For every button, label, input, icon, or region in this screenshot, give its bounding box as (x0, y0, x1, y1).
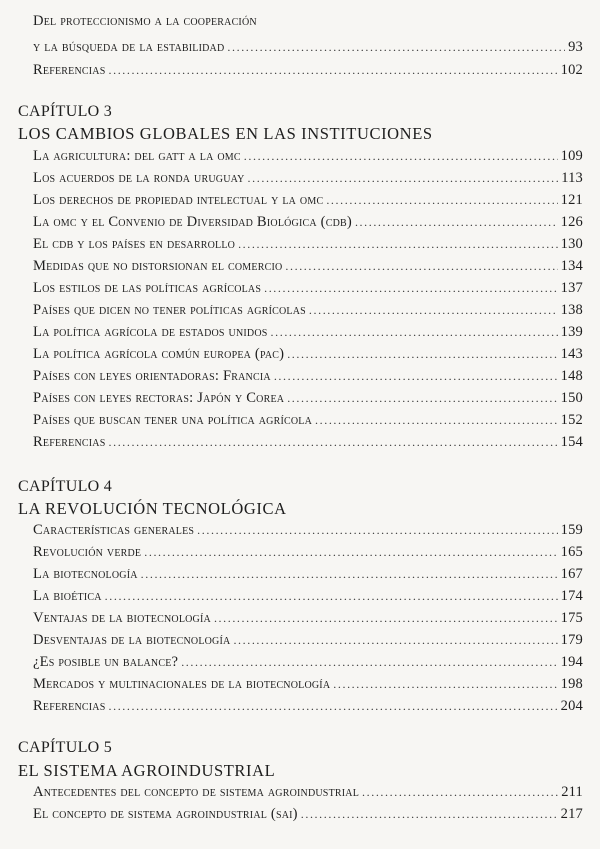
toc-entry-label: Países que dicen no tener políticas agrícolas (33, 302, 306, 318)
toc-entry-label: Los acuerdos de la ronda uruguay (33, 170, 245, 186)
toc-entry-page: 130 (560, 236, 583, 252)
toc-entry (33, 806, 583, 827)
toc-entry (33, 610, 583, 631)
toc-entry (33, 39, 583, 60)
chapter-title: EL SISTEMA AGROINDUSTRIAL (18, 761, 276, 780)
toc-entry-page: 93 (568, 39, 583, 55)
toc-entry (33, 784, 583, 805)
toc-entry-page: 143 (560, 346, 583, 362)
leader-dots (244, 149, 558, 164)
toc-entry (33, 632, 583, 653)
leader-dots (274, 369, 558, 384)
toc-entry (33, 698, 583, 719)
toc-entry-page: 137 (560, 280, 583, 296)
toc-entry (33, 544, 583, 565)
chapter-title: LOS CAMBIOS GLOBALES EN LAS INSTITUCIONES (18, 124, 433, 143)
toc-entry (33, 258, 583, 279)
toc-entry-page: 134 (560, 258, 583, 274)
leader-dots (309, 303, 558, 318)
toc-entry-continued-line (33, 13, 257, 34)
leader-dots (238, 237, 558, 252)
toc-entry-page: 217 (560, 806, 583, 822)
toc-entry (33, 170, 583, 191)
leader-dots (271, 325, 558, 340)
toc-entry (33, 302, 583, 323)
leader-dots (105, 589, 558, 604)
toc-entry-label: Características generales (33, 522, 195, 538)
toc-entry-page: 211 (561, 784, 583, 800)
toc-entry (33, 324, 583, 345)
leader-dots (287, 347, 557, 362)
leader-dots (227, 40, 565, 55)
toc-entry-page: 159 (560, 522, 583, 538)
toc-entry (33, 148, 583, 169)
leader-dots (248, 171, 559, 186)
toc-entry-page: 174 (560, 588, 583, 604)
leader-dots (181, 655, 557, 670)
leader-dots (285, 259, 557, 274)
toc-entry (33, 566, 583, 587)
toc-entry-label: Ventajas de la biotecnología (33, 610, 211, 626)
toc-entry-label: La política agrícola de estados unidos (33, 324, 268, 340)
leader-dots (264, 281, 558, 296)
toc-entry-page: 152 (560, 412, 583, 428)
toc-entry-label: Mercados y multinacionales de la biotecnología (33, 676, 331, 692)
toc-entry-page: 150 (560, 390, 583, 406)
toc-entry-page: 138 (560, 302, 583, 318)
toc-entry (33, 522, 583, 543)
leader-dots (355, 215, 558, 230)
toc-entry-label: Antecedentes del concepto de sistema agroindustrial (33, 784, 360, 800)
toc-entry (33, 676, 583, 697)
toc-entry (33, 280, 583, 301)
toc-entry-label: Referencias (33, 698, 106, 714)
leader-dots (326, 193, 557, 208)
toc-entry-page: 198 (560, 676, 583, 692)
toc-entry-page: 204 (560, 698, 583, 714)
chapter-number: CAPÍTULO 5 (18, 739, 113, 756)
chapter-number: CAPÍTULO 3 (18, 103, 113, 120)
toc-entry-page: 139 (560, 324, 583, 340)
toc-entry-label: Referencias (33, 62, 106, 78)
leader-dots (287, 391, 557, 406)
toc-entry-label: Países que buscan tener una política agrícola (33, 412, 313, 428)
toc-entry-page: 121 (560, 192, 583, 208)
toc-entry-label: La bioética (33, 588, 102, 604)
toc-entry-label: Países con leyes rectoras: Japón y Corea (33, 390, 285, 406)
toc-entry-label: Referencias (33, 434, 106, 450)
chapter-number: CAPÍTULO 4 (18, 478, 113, 495)
toc-entry-label: La agricultura: del gatt a la omc (33, 148, 241, 164)
leader-dots (315, 413, 558, 428)
chapter-title: LA REVOLUCIÓN TECNOLÓGICA (18, 499, 287, 518)
toc-entry (33, 434, 583, 455)
leader-dots (301, 807, 558, 822)
leader-dots (109, 699, 558, 714)
toc-entry (33, 412, 583, 433)
leader-dots (197, 523, 557, 538)
toc-entry-label: La biotecnología (33, 566, 138, 582)
leader-dots (233, 633, 557, 648)
toc-entry-label: Los derechos de propiedad intelectual y la omc (33, 192, 324, 208)
toc-entry-page: 167 (560, 566, 583, 582)
leader-dots (214, 611, 558, 626)
toc-entry (33, 368, 583, 389)
leader-dots (333, 677, 557, 692)
toc-entry (33, 192, 583, 213)
toc-entry (33, 62, 583, 83)
toc-entry-page: 165 (560, 544, 583, 560)
toc-entry-page: 194 (560, 654, 583, 670)
toc-entry-label: Países con leyes orientadoras: Francia (33, 368, 271, 384)
leader-dots (109, 435, 558, 450)
toc-entry-page: 179 (560, 632, 583, 648)
toc-entry-page: 102 (560, 62, 583, 78)
toc-entry-label: La omc y el Convenio de Diversidad Biológica (cdb) (33, 214, 352, 230)
toc-entry (33, 654, 583, 675)
leader-dots (109, 63, 558, 78)
toc-entry-label: La política agrícola común europea (pac) (33, 346, 285, 362)
toc-entry (33, 588, 583, 609)
toc-entry-label: Revolución verde (33, 544, 142, 560)
toc-entry-label: Desventajas de la biotecnología (33, 632, 231, 648)
toc-entry-label: Medidas que no distorsionan el comercio (33, 258, 283, 274)
toc-entry-label: El cdb y los países en desarrollo (33, 236, 236, 252)
toc-entry-page: 148 (560, 368, 583, 384)
toc-entry-page: 109 (560, 148, 583, 164)
toc-entry (33, 346, 583, 367)
toc-entry-label: Los estilos de las políticas agrícolas (33, 280, 262, 296)
toc-entry-label: ¿Es posible un balance? (33, 654, 179, 670)
toc-entry-page: 126 (560, 214, 583, 230)
toc-entry (33, 236, 583, 257)
toc-entry (33, 214, 583, 235)
toc-entry-label: El concepto de sistema agroindustrial (sai) (33, 806, 298, 822)
toc-entry-label: Del proteccionismo a la cooperación (33, 13, 257, 29)
toc-entry-label: y la búsqueda de la estabilidad (33, 39, 225, 55)
leader-dots (141, 567, 558, 582)
toc-entry-page: 113 (561, 170, 583, 186)
toc-entry (33, 390, 583, 411)
toc-entry-page: 175 (560, 610, 583, 626)
leader-dots (144, 545, 557, 560)
leader-dots (362, 785, 558, 800)
toc-entry-page: 154 (560, 434, 583, 450)
